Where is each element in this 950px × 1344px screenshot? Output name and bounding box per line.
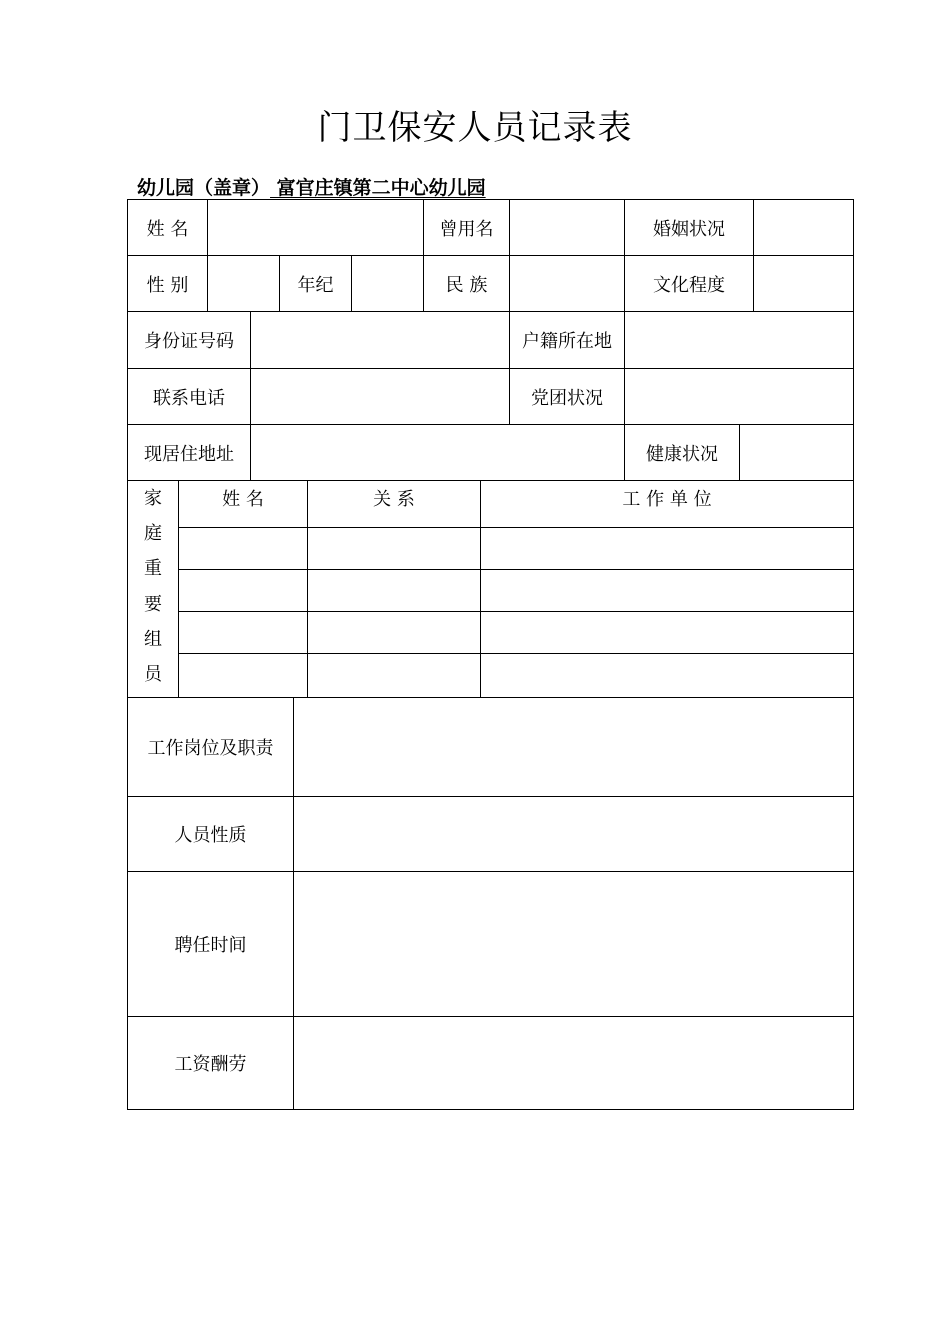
family-label-char: 要 — [144, 593, 162, 615]
family-name-header: 姓 名 — [222, 489, 264, 510]
family-row-1-name[interactable] — [179, 528, 307, 569]
health-label: 健康状况 — [646, 443, 718, 465]
kindergarten-name: 富官庄镇第二中心幼儿园 — [270, 177, 486, 199]
page-title: 门卫保安人员记录表 — [317, 108, 633, 148]
family-label-char: 重 — [144, 558, 162, 580]
family-row-3-name[interactable] — [179, 612, 307, 653]
kindergarten-label: 幼儿园（盖章） — [137, 177, 271, 199]
salary-label: 工资酬劳 — [174, 1054, 247, 1075]
id-number-field[interactable] — [251, 312, 509, 368]
former-name-label: 曾用名 — [439, 218, 494, 240]
family-row-1-work[interactable] — [481, 528, 853, 569]
education-field[interactable] — [754, 256, 853, 311]
former-name-field[interactable] — [510, 200, 624, 255]
job-duty-label: 工作岗位及职责 — [147, 738, 274, 759]
family-row-4-work[interactable] — [481, 654, 853, 697]
family-label-char: 庭 — [144, 523, 162, 545]
gender-field[interactable] — [208, 256, 279, 311]
phone-field[interactable] — [251, 369, 509, 424]
family-label-char: 家 — [144, 488, 162, 509]
family-label-char: 组 — [144, 628, 162, 650]
family-row-4-relation[interactable] — [308, 654, 480, 697]
family-row-3-relation[interactable] — [308, 612, 480, 653]
household-field[interactable] — [625, 312, 853, 368]
marital-status-label: 婚姻状况 — [653, 218, 725, 240]
name-field[interactable] — [208, 200, 423, 255]
gender-label: 性 别 — [146, 274, 189, 296]
family-row-4-name[interactable] — [179, 654, 307, 697]
ethnicity-label: 民 族 — [445, 274, 488, 296]
name-label: 姓 名 — [146, 218, 189, 240]
age-field[interactable] — [352, 256, 423, 311]
personnel-type-field[interactable] — [294, 797, 853, 871]
education-label: 文化程度 — [653, 274, 725, 296]
family-row-3-work[interactable] — [481, 612, 853, 653]
hire-time-field[interactable] — [294, 872, 853, 1016]
ethnicity-field[interactable] — [510, 256, 624, 311]
family-relation-header: 关 系 — [373, 489, 415, 510]
family-row-2-work[interactable] — [481, 570, 853, 611]
phone-label: 联系电话 — [153, 387, 225, 409]
family-row-1-relation[interactable] — [308, 528, 480, 569]
family-row-2-name[interactable] — [179, 570, 307, 611]
party-status-field[interactable] — [625, 369, 853, 424]
address-label: 现居住地址 — [144, 443, 234, 465]
health-field[interactable] — [740, 425, 853, 480]
personnel-type-label: 人员性质 — [174, 825, 247, 846]
marital-status-field[interactable] — [754, 200, 853, 255]
family-work-header: 工 作 单 位 — [622, 489, 712, 510]
family-members-label — [128, 484, 178, 686]
hire-time-label: 聘任时间 — [174, 935, 247, 956]
age-label: 年纪 — [297, 274, 334, 296]
party-status-label: 党团状况 — [531, 387, 603, 409]
id-number-label: 身份证号码 — [144, 331, 234, 352]
family-label-char: 员 — [144, 663, 162, 685]
salary-field[interactable] — [294, 1017, 853, 1109]
family-row-2-relation[interactable] — [308, 570, 480, 611]
job-duty-field[interactable] — [294, 698, 853, 796]
household-label: 户籍所在地 — [522, 331, 612, 352]
address-field[interactable] — [251, 425, 624, 480]
